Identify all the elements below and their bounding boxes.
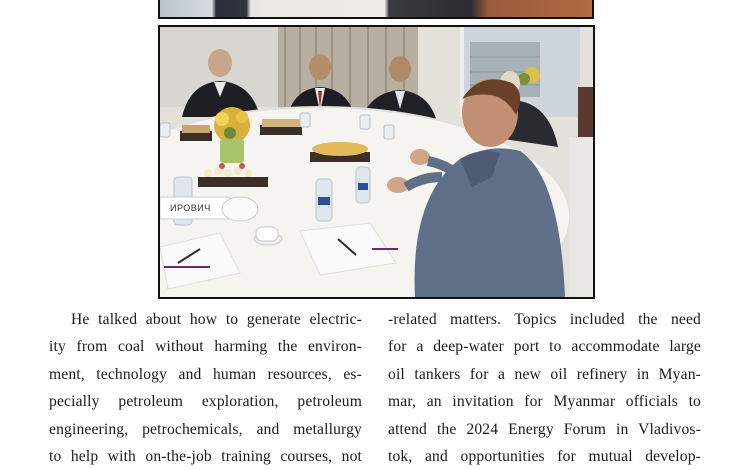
text-line: tok, and opportunities for mutual develop- (388, 447, 701, 465)
top-photo-cropped (158, 0, 594, 19)
text-line: He talked about how to generate electric- (71, 311, 362, 328)
text-line: -related matters. Topics included the need (388, 311, 701, 328)
text-line: ment, technology and human resources, es- (49, 365, 362, 383)
text-line: ity from coal without harming the environ- (49, 338, 362, 356)
text-line: to help with on-the-job training courses, not (49, 447, 362, 465)
text-line: pecially petroleum exploration, petroleum (49, 393, 362, 411)
text-line: mar, an invitation for Myanmar officials to (388, 393, 701, 411)
name-card-text: ИРОВИЧ (170, 203, 211, 213)
article-column-left (49, 306, 362, 470)
text-line: for a deep-water port to accommodate large (388, 338, 701, 356)
text-line: attend the 2024 Energy Forum in Vladivos- (388, 420, 701, 438)
article-column-right (388, 306, 701, 470)
meeting-photo (158, 25, 595, 299)
text-line: oil tankers for a new oil refinery in Myan- (388, 365, 701, 383)
text-line: engineering, petrochemicals, and metallurgy (49, 420, 362, 438)
